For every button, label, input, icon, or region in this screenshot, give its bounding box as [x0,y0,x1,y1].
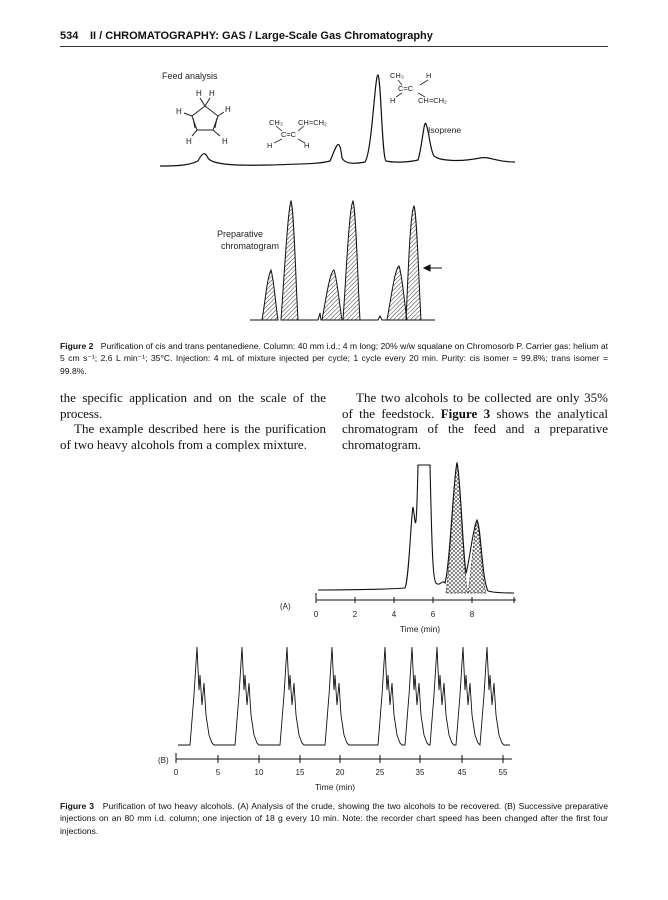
svg-text:H: H [209,89,215,98]
axis-a-tick: 6 [430,610,436,619]
figure-3-caption-text: Purification of two heavy alcohols. (A) Analysis of the crude, showing the two alcohols to be recovered. (B) Successive preparative injections on an 80 mm i.d. column; one injection of 18 g every 10 min. Note: the recorder chart speed has been changed after the first four injections. [60,801,608,836]
prep-label-line1: Preparative [216,229,264,239]
figure-3-caption [60,800,608,837]
axis-a-tick: 8 [469,610,475,619]
figure-3b-chromatogram [150,635,530,795]
arrow-indicator [424,265,442,271]
axis-b-tick: 20 [335,768,345,777]
feed-analysis-label: Feed analysis [162,71,218,81]
axis-a [316,593,516,603]
svg-text:H: H [267,141,273,150]
running-header [60,30,608,47]
figure-3-reference[interactable]: Figure 3 [440,405,491,421]
axis-a-tick: 2 [352,610,358,619]
axis-a-tick: 4 [391,610,397,619]
axis-a-tick: 0 [313,610,319,619]
axis-b-tick: 45 [457,768,467,777]
figure-3a-chromatogram [270,455,530,640]
running-title: II / CHROMATOGRAPHY: GAS / Large-Scale Gas Chromatography [90,30,433,42]
prep-label-line2: chromatogram [220,241,280,251]
svg-text:C=C: C=C [398,84,414,93]
axis-b-tick: 5 [215,768,221,777]
isoprene-label: Isoprene [428,125,462,135]
svg-text:H: H [222,137,228,146]
preparative-injections-trace [178,647,510,745]
left-para-1: the specific application and on the scale of the process. [60,390,326,421]
figure-3-label: Figure 3 [60,801,94,811]
panel-a-label: (A) [280,602,291,611]
body-column-right [342,390,608,452]
preparative-peaks [262,201,421,320]
svg-text:H: H [186,137,192,146]
axis-b-tick: 55 [498,768,508,777]
crude-analysis-trace [318,463,514,593]
panel-b-label: (B) [158,756,169,765]
axis-b-tick: 10 [254,768,264,777]
axis-b-tick: 15 [295,768,305,777]
figure-2-label: Figure 2 [60,341,94,351]
svg-text:H: H [426,71,432,80]
figure-2-caption [60,340,608,377]
svg-text:H: H [390,96,396,105]
figure-2-caption-text: Purification of cis and trans pentanediene. Column: 40 mm i.d.; 4 m long; 20% w/w squalane on Chromosorb P. Carrier gas: helium at 5 cm s⁻¹; 2.6 L min⁻¹; 35°C. Injection: 4 mL of mixture injected per cycle; 1 cycle every 20 min. Purity: cis isomer = 99.8%; trans isomer = 99.8%. [60,341,608,376]
axis-b-tick: 0 [173,768,179,777]
svg-text:CH₃: CH₃ [390,71,404,80]
svg-text:H: H [176,107,182,116]
svg-text:CH=CH₂: CH=CH₂ [298,118,327,127]
axis-b [176,753,512,763]
figure-2-chromatograms [150,58,530,328]
body-column-left [60,390,326,452]
svg-text:CH₃: CH₃ [269,118,283,127]
svg-text:H: H [304,141,310,150]
axis-b-title: Time (min) [314,782,356,792]
right-para-1: The two alcohols to be collected are only 35% of the feedstock. Figure 3 shows the analytical chromatogram of the feed and a preparative chromatogram. [342,390,609,452]
axis-a-title: Time (min) [399,624,441,634]
svg-text:H: H [225,105,231,114]
svg-text:C=C: C=C [281,130,297,139]
svg-text:H: H [196,89,202,98]
left-para-2: The example described here is the purification of two heavy alcohols from a complex mixture. [60,421,326,452]
svg-text:CH=CH₂: CH=CH₂ [418,96,447,105]
axis-b-tick: 25 [375,768,385,777]
cyclopentadiene-structure [184,98,224,136]
page-number: 534 [60,30,79,42]
axis-b-tick: 35 [415,768,425,777]
